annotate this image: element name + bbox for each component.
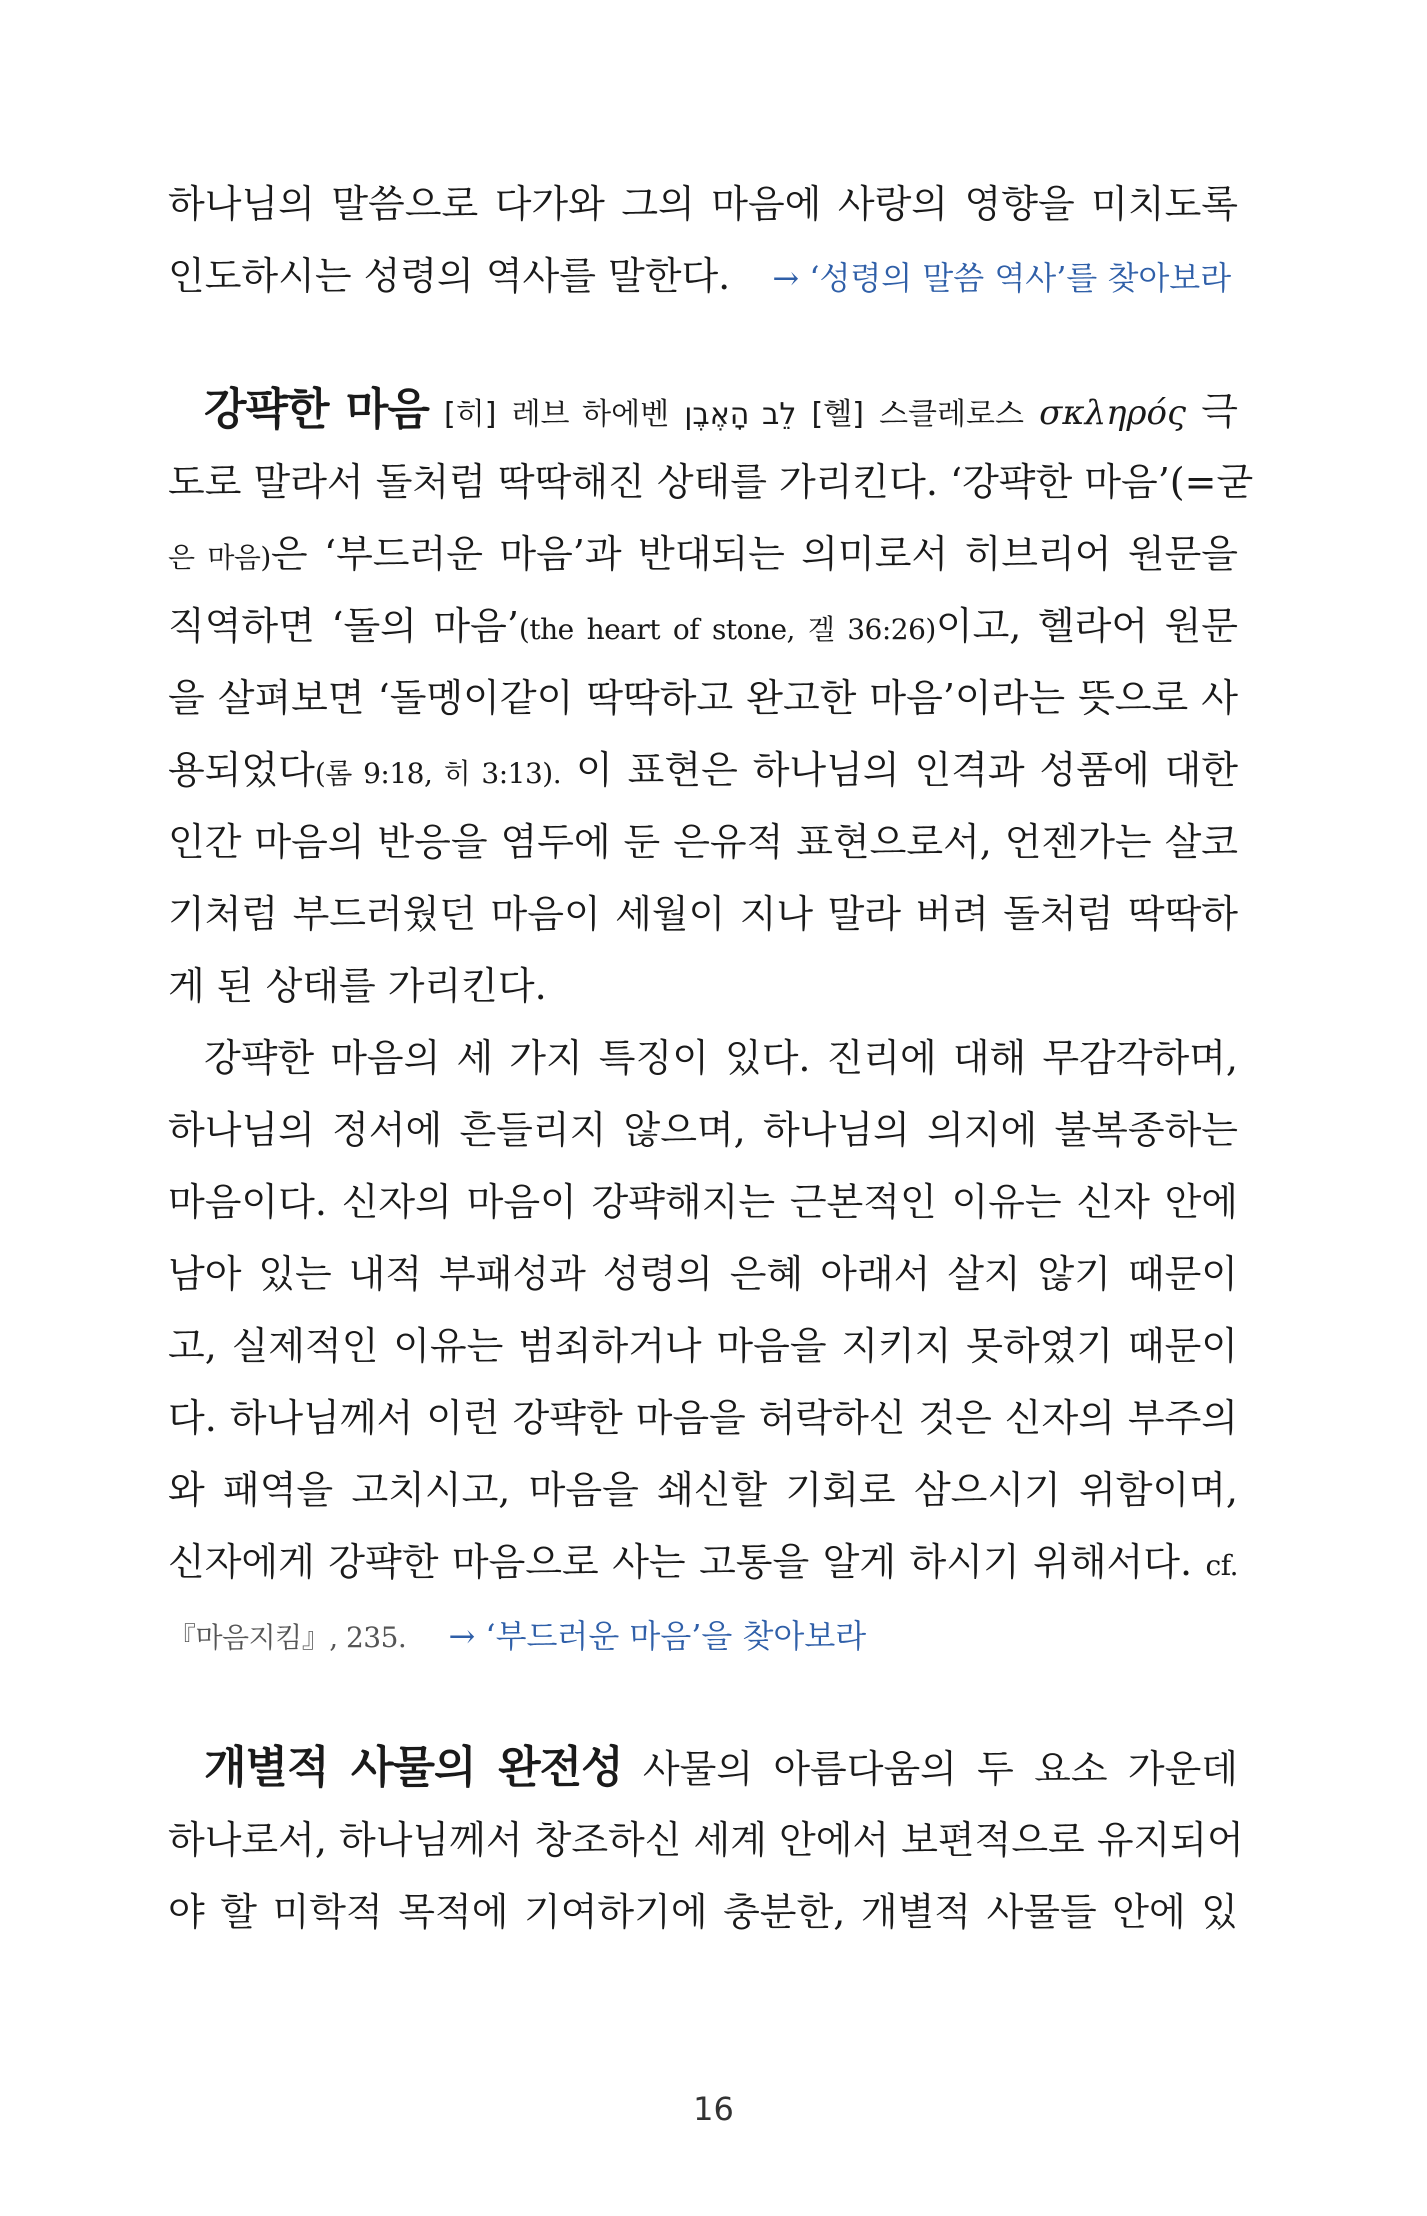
greek-transliteration: 스클레로스 [879, 397, 1024, 432]
entry3-line3: 야 할 미학적 목적에 기여하기에 충분한, 개별적 사물들 안에 있 [168, 1890, 1238, 1934]
entry2-headline [168, 374, 1238, 446]
entry2-line7: 인간 마음의 반응을 염두에 둔 은유적 표현으로서, 언젠가는 살코 [168, 820, 1238, 864]
entry2-line4-b: 이고, 헬라어 원문 [935, 604, 1238, 648]
scripture-citation: (the heart of stone, 겔 36:26) [518, 613, 936, 646]
entry2-line5: 을 살펴보면 ‘돌멩이같이 딱딱하고 완고한 마음’이라는 뜻으로 사 [168, 676, 1238, 720]
page-number: 16 [693, 2090, 734, 2128]
entry2-line9: 게 된 상태를 가리킨다. [168, 964, 547, 1008]
entry2-line8: 기처럼 부드러웠던 마음이 세월이 지나 말라 버려 돌처럼 딱딱하 [168, 892, 1238, 936]
entry2-para2-line8 [168, 1526, 1238, 1598]
entry2-line3-text: 은 ‘부드러운 마음’과 반대되는 의미로서 히브리어 원문을 [270, 532, 1238, 576]
hebrew-transliteration: 레브 하에벤 [511, 397, 670, 432]
entry2-line3 [168, 518, 1238, 590]
entry2-line6-b: 이 표현은 하나님의 인격과 성품에 대한 [561, 748, 1238, 792]
entry2-para2-line7: 와 패역을 고치시고, 마음을 쇄신할 기회로 삼으시기 위함이며, [168, 1468, 1238, 1512]
hebrew-label: [히] [444, 397, 497, 432]
entry2-line6-a: 용되었다 [168, 748, 315, 792]
entry2-para2-line8-text: 신자에게 강퍅한 마음으로 사는 고통을 알게 하시기 위해서다. [168, 1540, 1193, 1584]
cf-marker: cf. [1205, 1549, 1238, 1582]
entry2-para2-line6: 다. 하나님께서 이런 강퍅한 마음을 허락하신 것은 신자의 부주의 [168, 1396, 1238, 1440]
entry2-para2-line2: 하나님의 정서에 흔들리지 않으며, 하나님의 의지에 불복종하는 [168, 1108, 1238, 1152]
dictionary-page [168, 168, 1254, 1948]
entry2-citation-line [168, 1598, 1238, 1670]
entry2-para2-line5: 고, 실제적인 이유는 범죄하거나 마음을 지키지 못하였기 때문이 [168, 1324, 1238, 1368]
entry2-para2-line4: 남아 있는 내적 부패성과 성령의 은혜 아래서 살지 않기 때문이 [168, 1252, 1238, 1296]
greek-word: σκληρός [1039, 393, 1187, 433]
scripture-citation: (롬 9:18, 히 3:13). [314, 757, 562, 790]
hebrew-word: לֵב הָאֶבֶן [684, 397, 797, 432]
entry2-line4 [168, 590, 1238, 662]
entry1-line2-text: 인도하시는 성령의 역사를 말한다. [168, 254, 731, 298]
entry-term: 강퍅한 마음 [204, 384, 429, 435]
entry2-line4-a: 직역하면 ‘돌의 마음’ [168, 604, 519, 648]
book-citation: 『마음지킴』, 235. [168, 1621, 407, 1654]
entry2-line6 [168, 734, 1238, 806]
entry3-line2: 하나로서, 하나님께서 창조하신 세계 안에서 보편적으로 유지되어 [168, 1818, 1244, 1862]
entry1-line2 [168, 240, 1238, 312]
entry2-line1-end: 극 [1201, 389, 1238, 433]
see-also-reference: → ‘부드러운 마음’을 찾아보라 [448, 1617, 867, 1655]
entry3-headline [168, 1732, 1238, 1804]
entry1-line1: 하나님의 말씀으로 다가와 그의 마음에 사랑의 영향을 미치도록 [168, 182, 1238, 226]
entry2-para2-line3: 마음이다. 신자의 마음이 강퍅해지는 근본적인 이유는 신자 안에 [168, 1180, 1238, 1224]
entry2-line2: 도로 말라서 돌처럼 딱딱해진 상태를 가리킨다. ‘강퍅한 마음’(=굳 [168, 460, 1254, 504]
entry2-line3-small: 은 마음) [168, 541, 271, 574]
greek-label: [헬] [811, 397, 864, 432]
entry2-para2-line1: 강퍅한 마음의 세 가지 특징이 있다. 진리에 대해 무감각하며, [204, 1036, 1238, 1080]
entry3-line1-text: 사물의 아름다움의 두 요소 가운데 [642, 1747, 1238, 1791]
see-also-reference: → ‘성령의 말씀 역사’를 찾아보라 [772, 259, 1232, 297]
entry-term: 개별적 사물의 완전성 [204, 1742, 623, 1793]
